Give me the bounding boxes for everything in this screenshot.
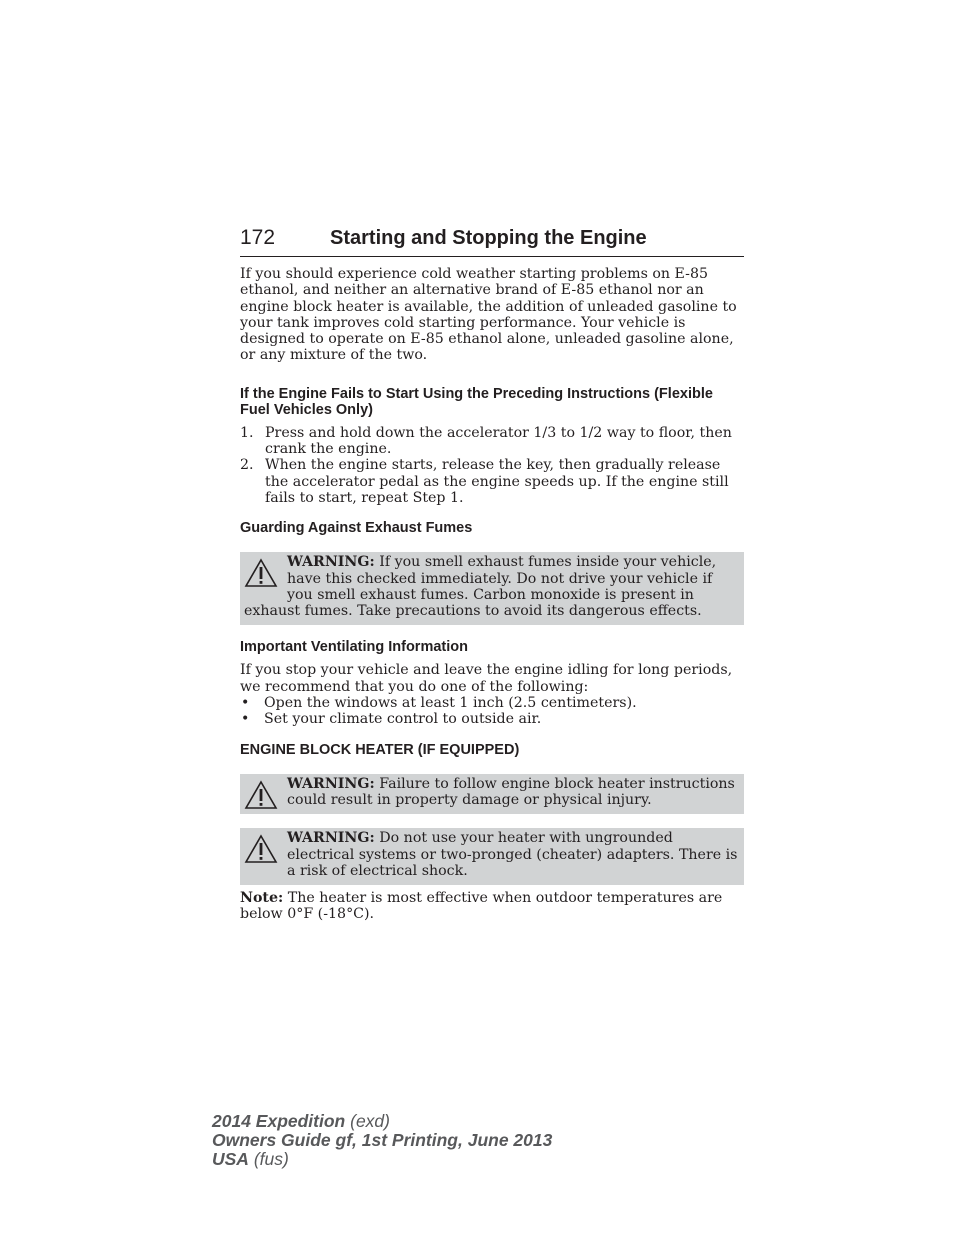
- step-number: 1.: [240, 424, 254, 441]
- bullet-text: Set your climate control to outside air.: [264, 711, 542, 728]
- footer-market: USA: [212, 1149, 249, 1169]
- warning-text: If you smell exhaust fumes inside your vehicle, have this checked immediately. Do not drive your vehicle if you smell exhaust fumes. Carbon monoxide is present in exhaust fumes. Take precautions to avoid its dangerous effects.: [244, 554, 717, 620]
- page-footer: [212, 1112, 552, 1169]
- warning-triangle-icon: [244, 780, 278, 810]
- footer-market-code: (fus): [248, 1149, 289, 1169]
- list-item: [240, 711, 744, 727]
- manual-page: [240, 226, 744, 923]
- heater-heading: ENGINE BLOCK HEATER (IF EQUIPPED): [240, 741, 520, 758]
- intro-paragraph: If you should experience cold weather starting problems on E-85 ethanol, and neither an alternative brand of E-85 ethanol nor an engine block heater is available, the addition of unleaded gasoline to your tank improves cold starting performance. Your vehicle is designed to operate on E-85 ethanol alone, unleaded gasoline alone, or any mixture of the two.: [240, 266, 737, 364]
- warning-triangle-icon: [244, 834, 278, 864]
- exhaust-warning-box: [240, 552, 744, 625]
- step-text: When the engine starts, release the key, then gradually release the accelerator pedal as the engine speeds up. If the engine still fails to start, repeat Step 1.: [265, 457, 729, 506]
- warning-label: WARNING:: [287, 775, 375, 792]
- list-item: [240, 695, 744, 711]
- footer-line-1: [212, 1112, 552, 1131]
- warning-label: WARNING:: [287, 830, 375, 847]
- fail-steps-list: [240, 425, 744, 506]
- footer-model-code: (exd): [345, 1111, 390, 1131]
- page-header: [240, 226, 744, 257]
- warning-triangle-icon: [244, 558, 278, 588]
- list-item: [240, 457, 744, 506]
- note-label: Note:: [240, 890, 284, 907]
- warning-text: Failure to follow engine block heater instructions could result in property damage or physical injury.: [287, 775, 735, 808]
- footer-line-2: Owners Guide gf, 1st Printing, June 2013: [212, 1130, 553, 1150]
- list-item: [240, 425, 744, 458]
- step-number: 2.: [240, 457, 254, 474]
- footer-model: 2014 Expedition: [212, 1111, 346, 1131]
- vent-paragraph: If you stop your vehicle and leave the engine idling for long periods, we recommend that you do one of the following:: [240, 662, 733, 695]
- page-number: 172: [240, 226, 276, 249]
- heater-warning-box-2: [240, 828, 744, 885]
- warning-label: WARNING:: [287, 554, 375, 571]
- heater-note: [240, 890, 744, 923]
- bullet-text: Open the windows at least 1 inch (2.5 centimeters).: [264, 695, 637, 712]
- fail-heading: If the Engine Fails to Start Using the Preceding Instructions (Flexible Fuel Vehicles Only): [240, 385, 713, 418]
- exhaust-heading: Guarding Against Exhaust Fumes: [240, 520, 473, 537]
- vent-bullets-list: [240, 695, 744, 728]
- bullet-mark: •: [241, 711, 250, 728]
- footer-line-3: [212, 1150, 552, 1169]
- note-text: The heater is most effective when outdoor temperatures are below 0°F (-18°C).: [240, 890, 723, 923]
- page-title: Starting and Stopping the Engine: [330, 227, 647, 249]
- bullet-mark: •: [241, 695, 250, 712]
- step-text: Press and hold down the accelerator 1/3 to 1/2 way to floor, then crank the engine.: [265, 424, 732, 458]
- heater-warning-box-1: [240, 774, 744, 815]
- vent-heading: Important Ventilating Information: [240, 639, 468, 656]
- warning-text: Do not use your heater with ungrounded electrical systems or two-pronged (cheater) adapters. There is a risk of electrical shock.: [287, 830, 738, 879]
